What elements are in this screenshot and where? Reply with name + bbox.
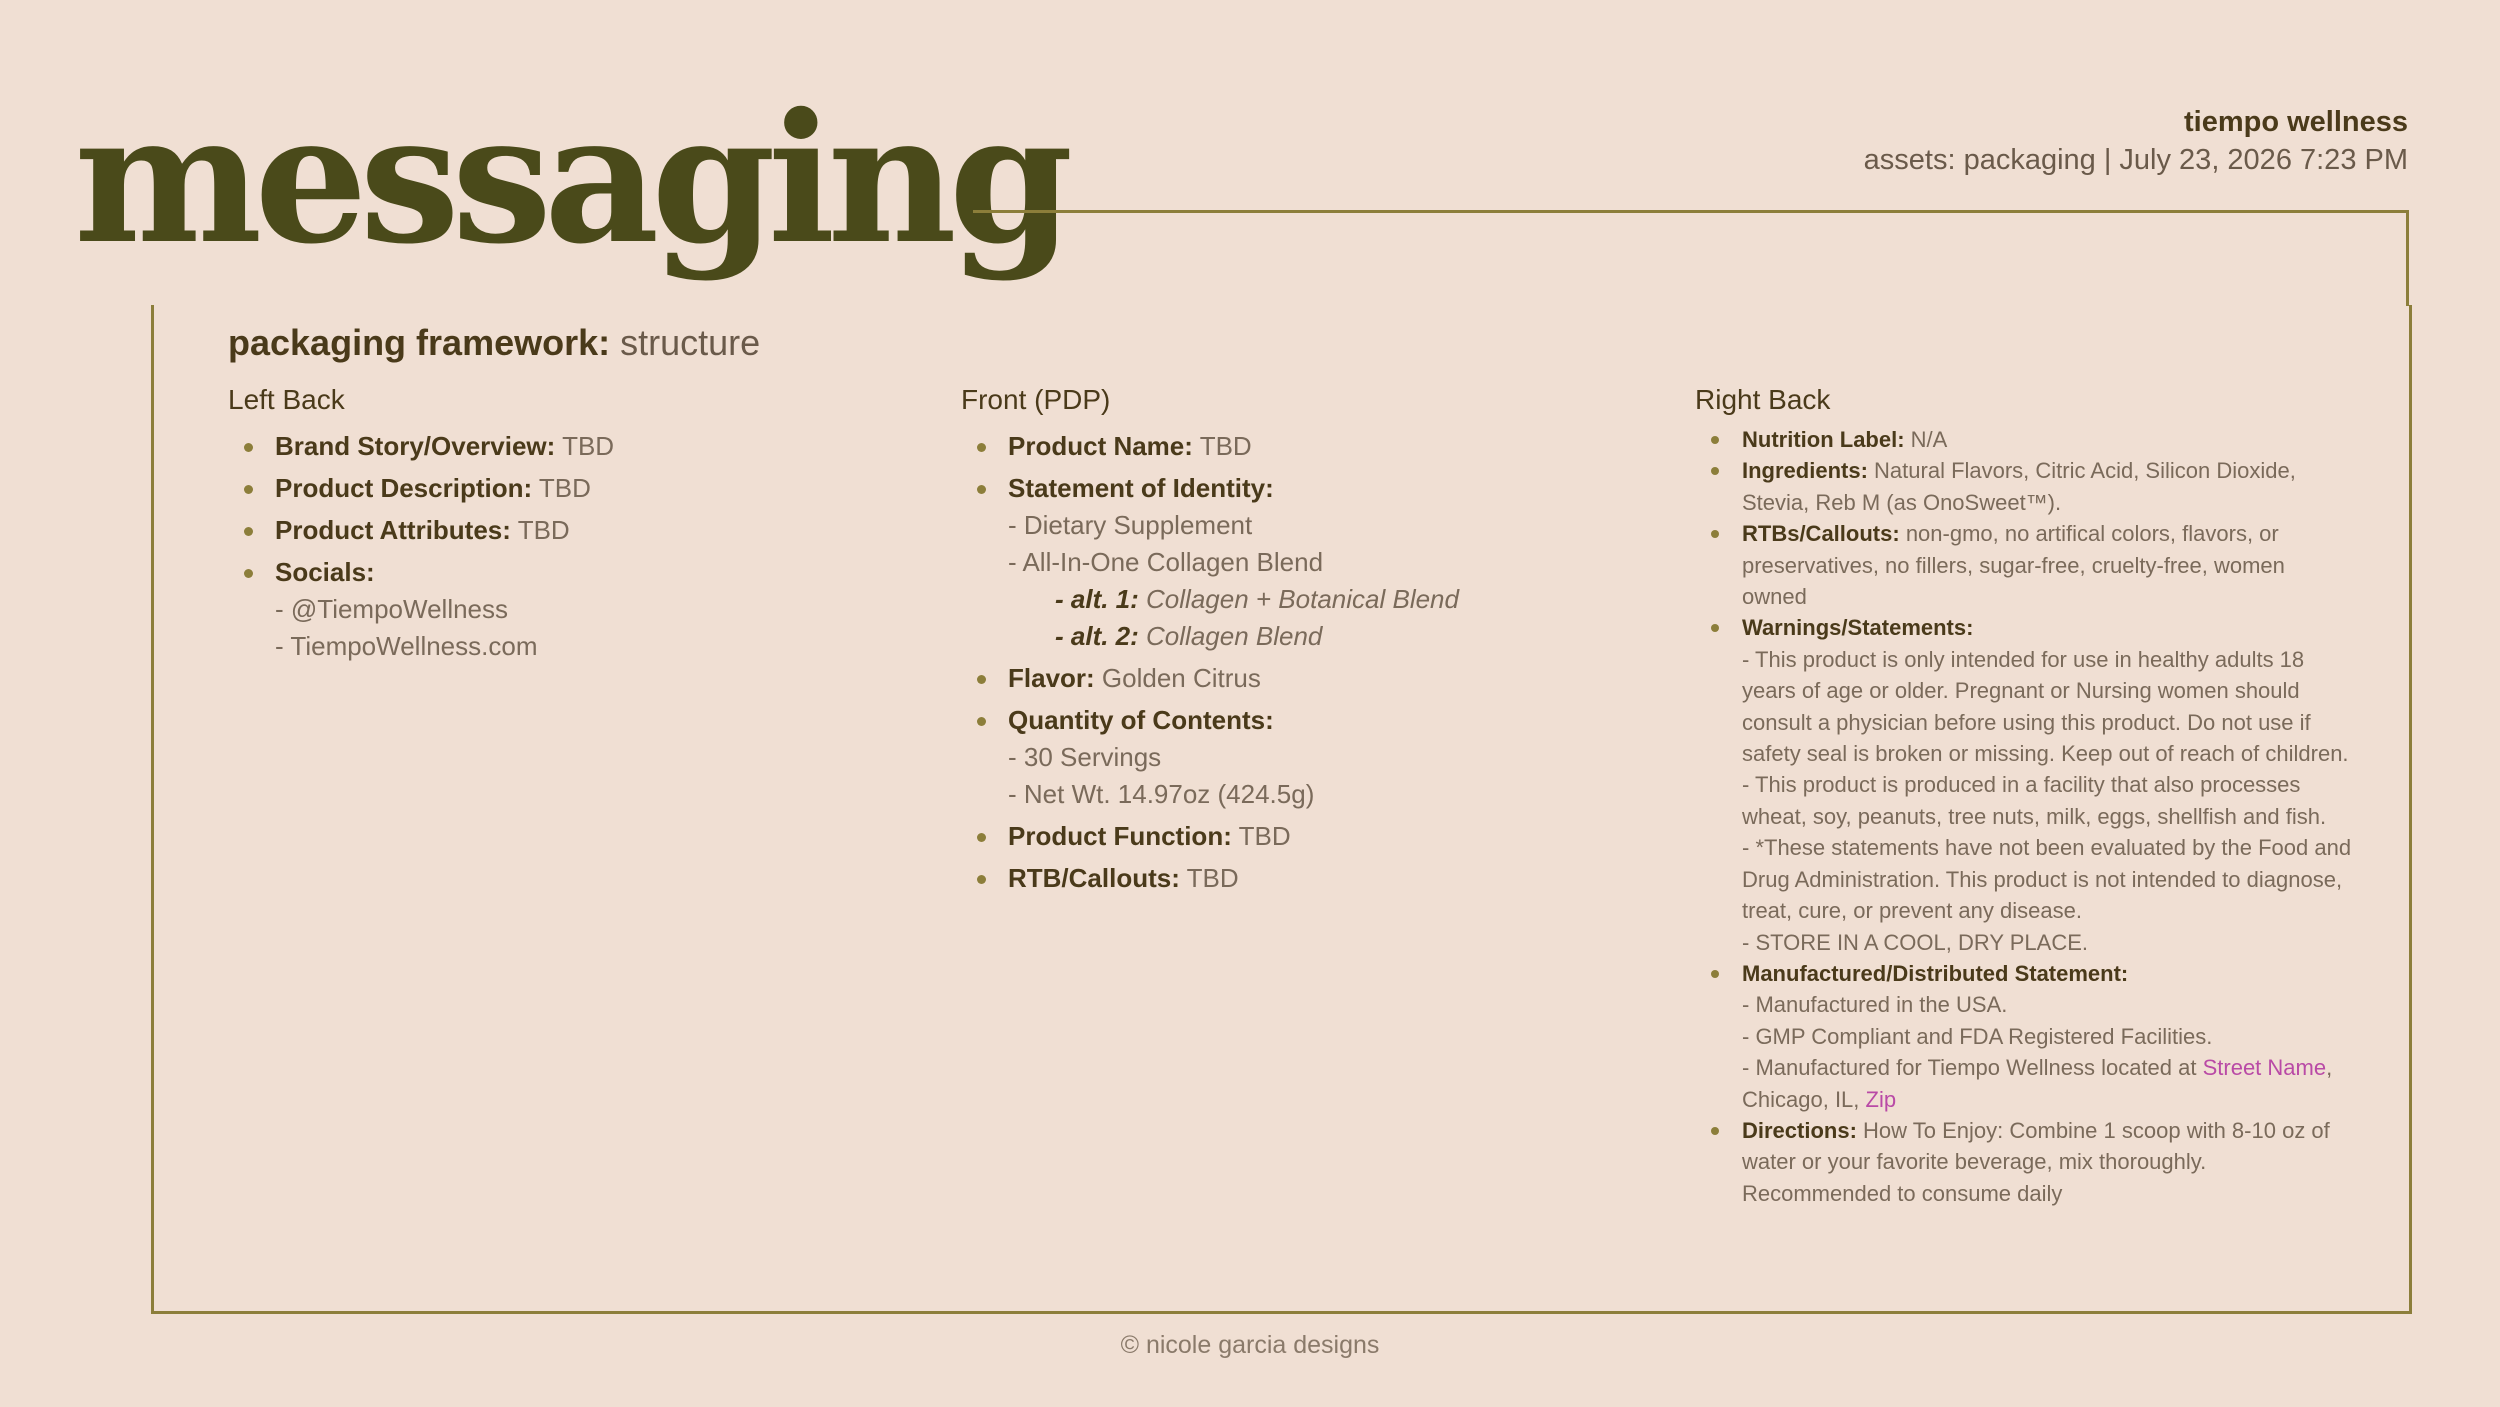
right-back-column [1695,384,2355,1209]
top-rule [973,210,2408,213]
list-item: Brand Story/Overview: TBD [228,428,928,465]
social-url: - TiempoWellness.com [275,631,538,661]
brand-name: tiempo wellness [2183,106,2408,138]
left-back-heading: Left Back [228,384,345,415]
front-column [961,384,1661,902]
list-item: Directions: How To Enjoy: Combine 1 scoop with 8-10 oz of water or your favorite beverage, mix thoroughly. Recommended to consume daily [1695,1115,2355,1209]
list-item: Statement of Identity: - Dietary Supplement - All-In-One Collagen Blend - alt. 1: Collagen + Botanical Blend - alt. 2: Collagen Blend [961,470,1661,655]
list-item: Product Attributes: TBD [228,512,928,549]
frame-right-edge [2406,210,2409,306]
section-title [228,322,760,364]
left-back-column [228,384,928,670]
list-item: Nutrition Label: N/A [1695,424,2355,455]
street-placeholder: Street Name [2202,1055,2327,1081]
right-back-heading: Right Back [1695,384,1831,415]
front-heading: Front (PDP) [961,384,1111,415]
section-title-bold: packaging framework: [228,322,611,363]
list-item: Socials: - @TiempoWellness - TiempoWellness.com [228,554,928,665]
section-title-light: structure [620,322,761,363]
address-line: - Manufactured for Tiempo Wellness located at Street Name, Chicago, IL, Zip [1742,1055,2333,1112]
list-item: Product Function: TBD [961,818,1661,855]
list-item: Manufactured/Distributed Statement: - Manufactured in the USA. - GMP Compliant and FDA Registered Facilities. - Manufactured for Tiempo Wellness located at Street Name, Chicago, IL, Zip [1695,958,2355,1115]
list-item: Quantity of Contents: - 30 Servings - Net Wt. 14.97oz (424.5g) [961,702,1661,813]
list-item: Product Description: TBD [228,470,928,507]
alt-name: - alt. 2: Collagen Blend [1055,621,1323,651]
asset-meta: assets: packaging | July 23, 2026 7:23 PM [1863,144,2408,177]
right-back-list [1695,424,2355,1209]
social-handle: - @TiempoWellness [275,594,509,624]
zip-placeholder: Zip [1865,1086,1897,1112]
list-item: Warnings/Statements: - This product is only intended for use in healthy adults 18 years of age or older. Pregnant or Nursing women should consult a physician before using this product. Do not use if safety seal is broken or missing. Keep out of reach of children. - This product is produced in a facility that also processes wheat, soy, peanuts, tree nuts, milk, eggs, shellfish and fish. - *These statements have not been evaluated by the Food and Drug Administration. This product is not intended to diagnose, treat, cure, or prevent any disease. - STORE IN A COOL, DRY PLACE. [1695,612,2355,957]
alt-name: - alt. 1: Collagen + Botanical Blend [1055,584,1459,614]
front-list [961,428,1661,897]
footer-credit: © nicole garcia designs [1120,1331,1380,1359]
list-item: RTBs/Callouts: non-gmo, no artifical colors, flavors, or preservatives, no fillers, sugar-free, cruelty-free, women owned [1695,518,2355,612]
list-item: Ingredients: Natural Flavors, Citric Acid, Silicon Dioxide, Stevia, Reb M (as OnoSweet™). [1695,455,2355,518]
list-item: Flavor: Golden Citrus [961,660,1661,697]
list-item: RTB/Callouts: TBD [961,860,1661,897]
header-info [1864,104,2408,179]
page-title: messaging [74,74,1066,283]
list-item: Product Name: TBD [961,428,1661,465]
left-back-list [228,428,928,665]
